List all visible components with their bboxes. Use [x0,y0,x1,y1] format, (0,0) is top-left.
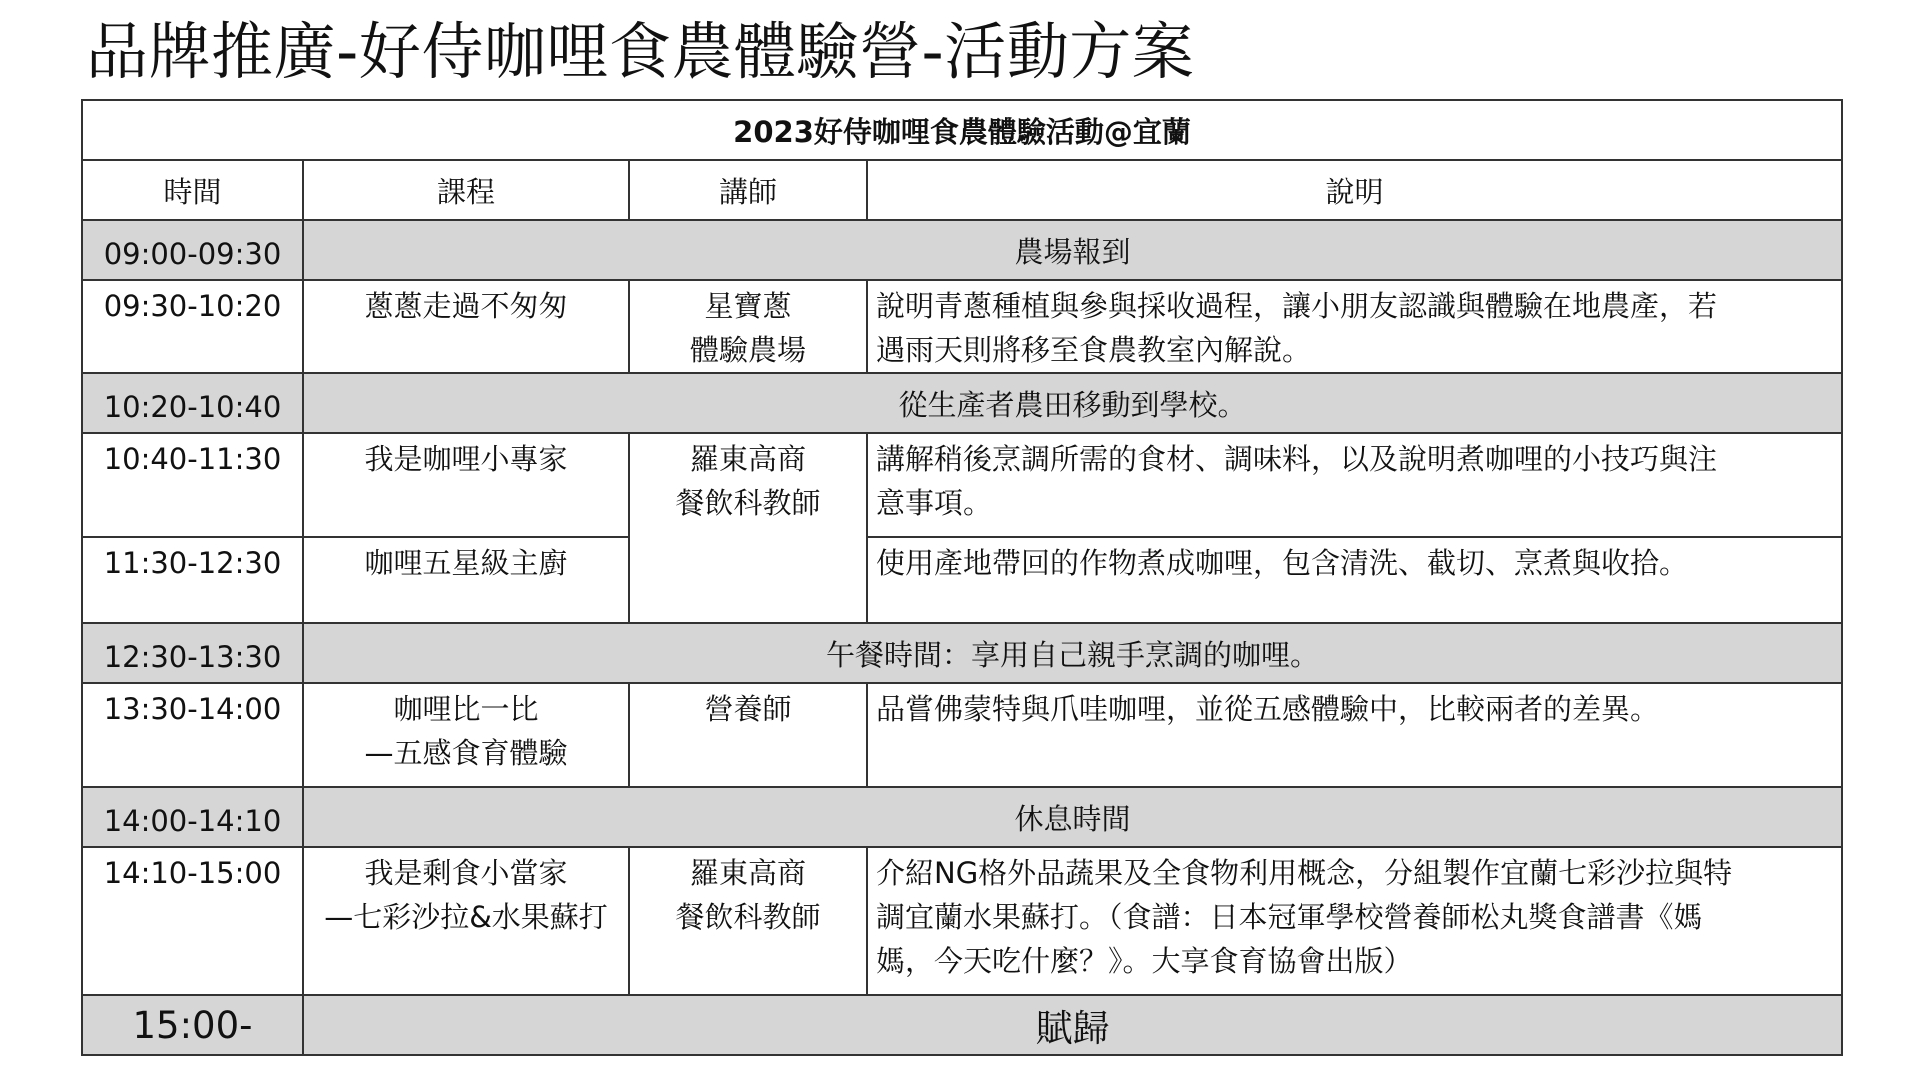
description-line: 調宜蘭水果蘇打。（食譜：日本冠軍學校營養師松丸獎食譜書《媽 [876,900,1703,934]
table-row [82,995,1842,1055]
teacher-line: 體驗農場 [689,333,806,367]
event-cell: 農場報到 [303,220,1842,280]
table-row [82,623,1842,683]
description-cell [867,433,1842,537]
course-cell [303,683,629,787]
teacher-line: 羅東高商 [689,856,806,890]
course-cell [303,280,629,373]
teacher-cell [629,847,867,995]
course-line: 蔥蔥走過不匆匆 [364,289,568,323]
description-cell [867,683,1842,787]
description-line: 說明青蔥種植與參與採收過程，讓小朋友認識與體驗在地農產，若 [876,289,1718,323]
time-cell: 13:30-14:00 [82,683,303,787]
course-line: 咖哩比一比 [393,692,539,726]
description-cell [867,280,1842,373]
header-teacher: 講師 [629,160,867,220]
course-line: —五感食育體驗 [364,736,568,770]
course-line: 我是咖哩小專家 [364,442,568,476]
description-line: 品嘗佛蒙特與爪哇咖哩，並從五感體驗中，比較兩者的差異。 [876,692,1660,726]
course-line: —七彩沙拉&水果蘇打 [324,900,608,934]
time-cell: 10:20-10:40 [82,373,303,433]
description-line: 講解稍後烹調所需的食材、調味料，以及說明煮咖哩的小技巧與注 [876,442,1718,476]
time-cell: 09:00-09:30 [82,220,303,280]
time-cell: 14:10-15:00 [82,847,303,995]
table-row [82,787,1842,847]
description-line: 遇雨天則將移至食農教室內解說。 [876,333,1312,367]
table-row [82,373,1842,433]
description-line: 意事項。 [876,486,993,520]
schedule-table [81,99,1843,1056]
time-cell: 11:30-12:30 [82,537,303,623]
header-course: 課程 [303,160,629,220]
table-row [82,847,1842,995]
description-line: 媽，今天吃什麼？》。大享食育協會出版） [876,944,1413,978]
event-cell: 賦歸 [303,995,1842,1055]
time-cell: 10:40-11:30 [82,433,303,537]
header-description: 說明 [867,160,1842,220]
teacher-line: 餐飲科教師 [675,900,821,934]
time-cell: 12:30-13:30 [82,623,303,683]
table-row [82,683,1842,787]
course-cell [303,537,629,623]
event-cell: 休息時間 [303,787,1842,847]
event-cell: 午餐時間：享用自己親手烹調的咖哩。 [303,623,1842,683]
table-caption: 2023好侍咖哩食農體驗活動@宜蘭 [82,100,1842,160]
event-cell: 從生產者農田移動到學校。 [303,373,1842,433]
description-line: 使用產地帶回的作物煮成咖哩，包含清洗、截切、烹煮與收拾。 [876,546,1689,580]
teacher-cell [629,280,867,373]
course-cell [303,433,629,537]
teacher-cell [629,433,867,623]
time-cell: 15:00- [82,995,303,1055]
course-line: 我是剩食小當家 [364,856,568,890]
table-row [82,433,1842,537]
course-cell [303,847,629,995]
table-row [82,220,1842,280]
teacher-line: 營養師 [704,692,792,726]
table-row [82,537,1842,623]
table-row [82,280,1842,373]
header-row [82,160,1842,220]
description-cell [867,847,1842,995]
time-cell: 14:00-14:10 [82,787,303,847]
course-line: 咖哩五星級主廚 [364,546,568,580]
teacher-line: 星寶蔥 [704,289,792,323]
teacher-line: 羅東高商 [689,442,806,476]
header-time: 時間 [82,160,303,220]
time-cell: 09:30-10:20 [82,280,303,373]
description-line: 介紹NG格外品蔬果及全食物利用概念，分組製作宜蘭七彩沙拉與特 [876,856,1733,890]
page-title: 品牌推廣-好侍咖哩食農體驗營-活動方案 [86,15,1195,88]
teacher-cell [629,683,867,787]
description-cell [867,537,1842,623]
teacher-line: 餐飲科教師 [675,486,821,520]
